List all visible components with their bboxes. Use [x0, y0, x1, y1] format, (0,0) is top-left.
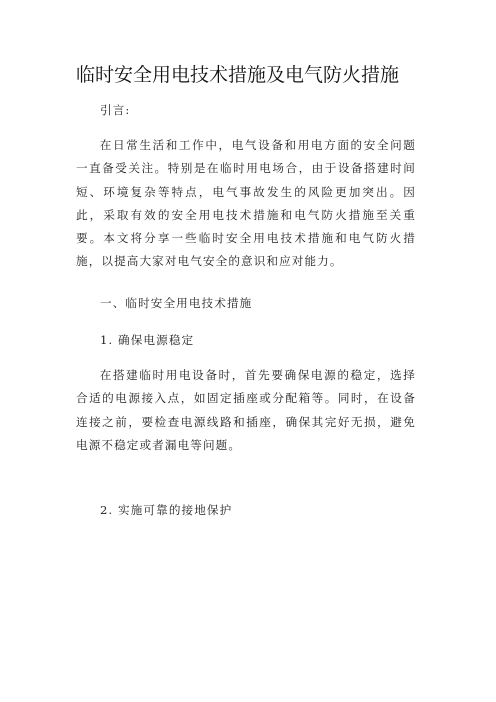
item-paragraph-1: 在搭建临时用电设备时，首先要确保电源的稳定，选择合适的电源接入点，如固定插座或分配箱等。同时，在设备连接之前，要检查电源线路和插座，确保其完好无损，避免电源不稳定或者漏电等问题。: [76, 368, 416, 452]
item-heading-2: 2. 实施可靠的接地保护: [100, 503, 233, 517]
intro-label: 引言:: [100, 103, 131, 117]
item-heading-1: 1. 确保电源稳定: [100, 333, 195, 347]
section-heading: 一、临时安全用电技术措施: [100, 296, 253, 310]
intro-paragraph: 在日常生活和工作中，电气设备和用电方面的安全问题一直备受关注。特别是在临时用电场合，由于设备搭建时间短、环境复杂等特点，电气事故发生的风险更加突出。因此，采取有效的安全用电技术措施和电气防火措施至关重要。本文将分享一些临时安全用电技术措施和电气防火措施，以提高大家对电气安全的意识和应对能力。: [76, 138, 416, 269]
document-title: 临时安全用电技术措施及电气防火措施: [76, 64, 400, 86]
